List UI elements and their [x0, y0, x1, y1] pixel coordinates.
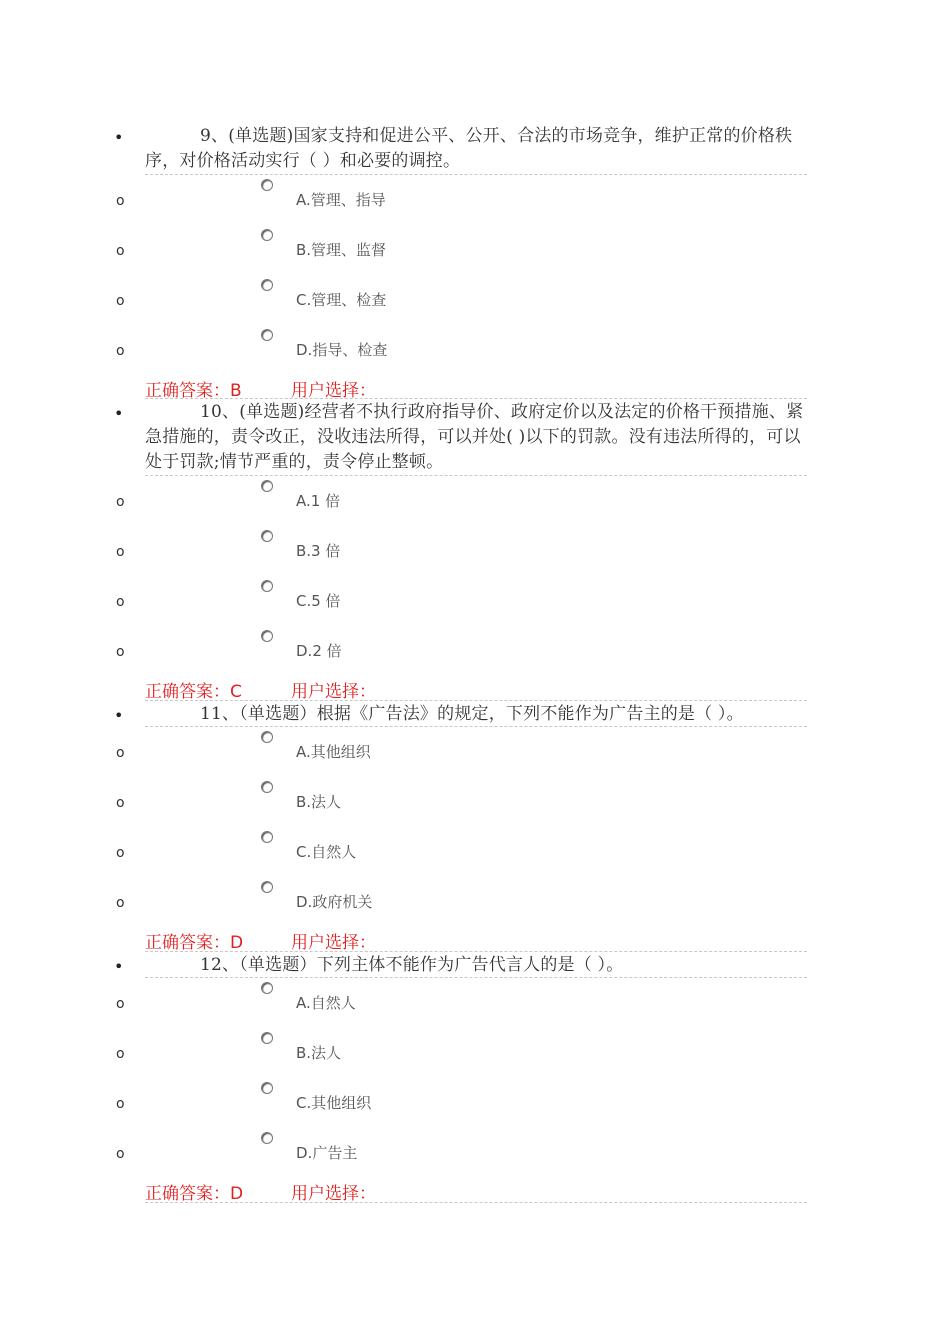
option-a[interactable] [0, 739, 950, 769]
radio-button[interactable] [261, 279, 273, 291]
option-label: D.2 倍 [296, 642, 342, 660]
option-bullet: o [116, 343, 125, 359]
user-choice-label: 用户选择： [291, 682, 376, 702]
option-bullet: o [116, 644, 125, 660]
option-label: D.指导、检查 [296, 341, 388, 359]
option-label: B.管理、监督 [296, 241, 387, 259]
option-a[interactable] [0, 488, 950, 518]
option-label: B.3 倍 [296, 542, 341, 560]
option-bullet: o [116, 293, 125, 309]
option-label: A.其他组织 [296, 743, 371, 761]
radio-button[interactable] [261, 329, 273, 341]
option-bullet: o [116, 795, 125, 811]
radio-button[interactable] [261, 1132, 273, 1144]
divider [145, 726, 807, 727]
option-bullet: o [116, 1146, 125, 1162]
option-d[interactable] [0, 889, 950, 919]
question-bullet: • [114, 957, 124, 976]
divider [145, 700, 807, 701]
option-label: C.自然人 [296, 843, 357, 861]
option-bullet: o [116, 745, 125, 761]
question-text: 12、（单选题）下列主体不能作为广告代言人的是（ ）。 [200, 955, 624, 975]
correct-answer: 正确答案：B [145, 381, 242, 401]
divider [145, 1202, 807, 1203]
option-label: A.自然人 [296, 994, 356, 1012]
divider [145, 475, 807, 476]
divider [145, 398, 807, 399]
option-bullet: o [116, 594, 125, 610]
option-label: A.1 倍 [296, 492, 341, 510]
option-bullet: o [116, 996, 125, 1012]
option-b[interactable] [0, 1040, 950, 1070]
option-label: D.广告主 [296, 1144, 358, 1162]
user-choice-label: 用户选择： [291, 381, 376, 401]
radio-button[interactable] [261, 831, 273, 843]
option-c[interactable] [0, 588, 950, 618]
option-bullet: o [116, 895, 125, 911]
radio-button[interactable] [261, 580, 273, 592]
option-d[interactable] [0, 337, 950, 367]
user-choice-label: 用户选择： [291, 933, 376, 953]
correct-answer: 正确答案：D [145, 1184, 244, 1204]
radio-button[interactable] [261, 229, 273, 241]
question-text: 11、（单选题）根据《广告法》的规定，下列不能作为广告主的是（ ）。 [200, 704, 744, 724]
option-c[interactable] [0, 1090, 950, 1120]
answer-row [145, 1179, 376, 1204]
question-text: 10、(单选题)经营者不执行政府指导价、政府定价以及法定的价格干预措施、紧急措施的，责令改正，没收违法所得，可以并处( )以下的罚款。没有违法所得的，可以处于罚款;情节严重的，责令停止整顿。 [145, 402, 804, 472]
radio-button[interactable] [261, 781, 273, 793]
option-label: A.管理、指导 [296, 191, 386, 209]
option-bullet: o [116, 845, 125, 861]
option-b[interactable] [0, 237, 950, 267]
answer-row [145, 928, 376, 953]
option-label: C.管理、检查 [296, 291, 387, 309]
question-text: 9、(单选题)国家支持和促进公平、公开、合法的市场竞争，维护正常的价格秩序，对价格活动实行（ ）和必要的调控。 [145, 126, 793, 171]
question-bullet: • [114, 706, 124, 725]
option-bullet: o [116, 1046, 125, 1062]
radio-button[interactable] [261, 881, 273, 893]
radio-button[interactable] [261, 982, 273, 994]
question-bullet: • [114, 128, 124, 147]
option-bullet: o [116, 1096, 125, 1112]
correct-answer: 正确答案：D [145, 933, 244, 953]
divider [145, 977, 807, 978]
option-label: C.其他组织 [296, 1094, 372, 1112]
option-c[interactable] [0, 839, 950, 869]
option-label: B.法人 [296, 1044, 342, 1062]
option-bullet: o [116, 544, 125, 560]
divider [145, 174, 807, 175]
option-c[interactable] [0, 287, 950, 317]
option-b[interactable] [0, 538, 950, 568]
question-bullet: • [114, 404, 124, 423]
option-d[interactable] [0, 1140, 950, 1170]
radio-button[interactable] [261, 630, 273, 642]
correct-answer: 正确答案：C [145, 682, 242, 702]
divider [145, 951, 807, 952]
radio-button[interactable] [261, 179, 273, 191]
option-bullet: o [116, 193, 125, 209]
option-d[interactable] [0, 638, 950, 668]
radio-button[interactable] [261, 530, 273, 542]
option-a[interactable] [0, 990, 950, 1020]
option-b[interactable] [0, 789, 950, 819]
answer-row [145, 677, 376, 702]
option-bullet: o [116, 494, 125, 510]
radio-button[interactable] [261, 1082, 273, 1094]
option-label: B.法人 [296, 793, 342, 811]
radio-button[interactable] [261, 1032, 273, 1044]
option-a[interactable] [0, 187, 950, 217]
option-bullet: o [116, 243, 125, 259]
user-choice-label: 用户选择： [291, 1184, 376, 1204]
radio-button[interactable] [261, 731, 273, 743]
option-label: D.政府机关 [296, 893, 373, 911]
option-label: C.5 倍 [296, 592, 341, 610]
radio-button[interactable] [261, 480, 273, 492]
